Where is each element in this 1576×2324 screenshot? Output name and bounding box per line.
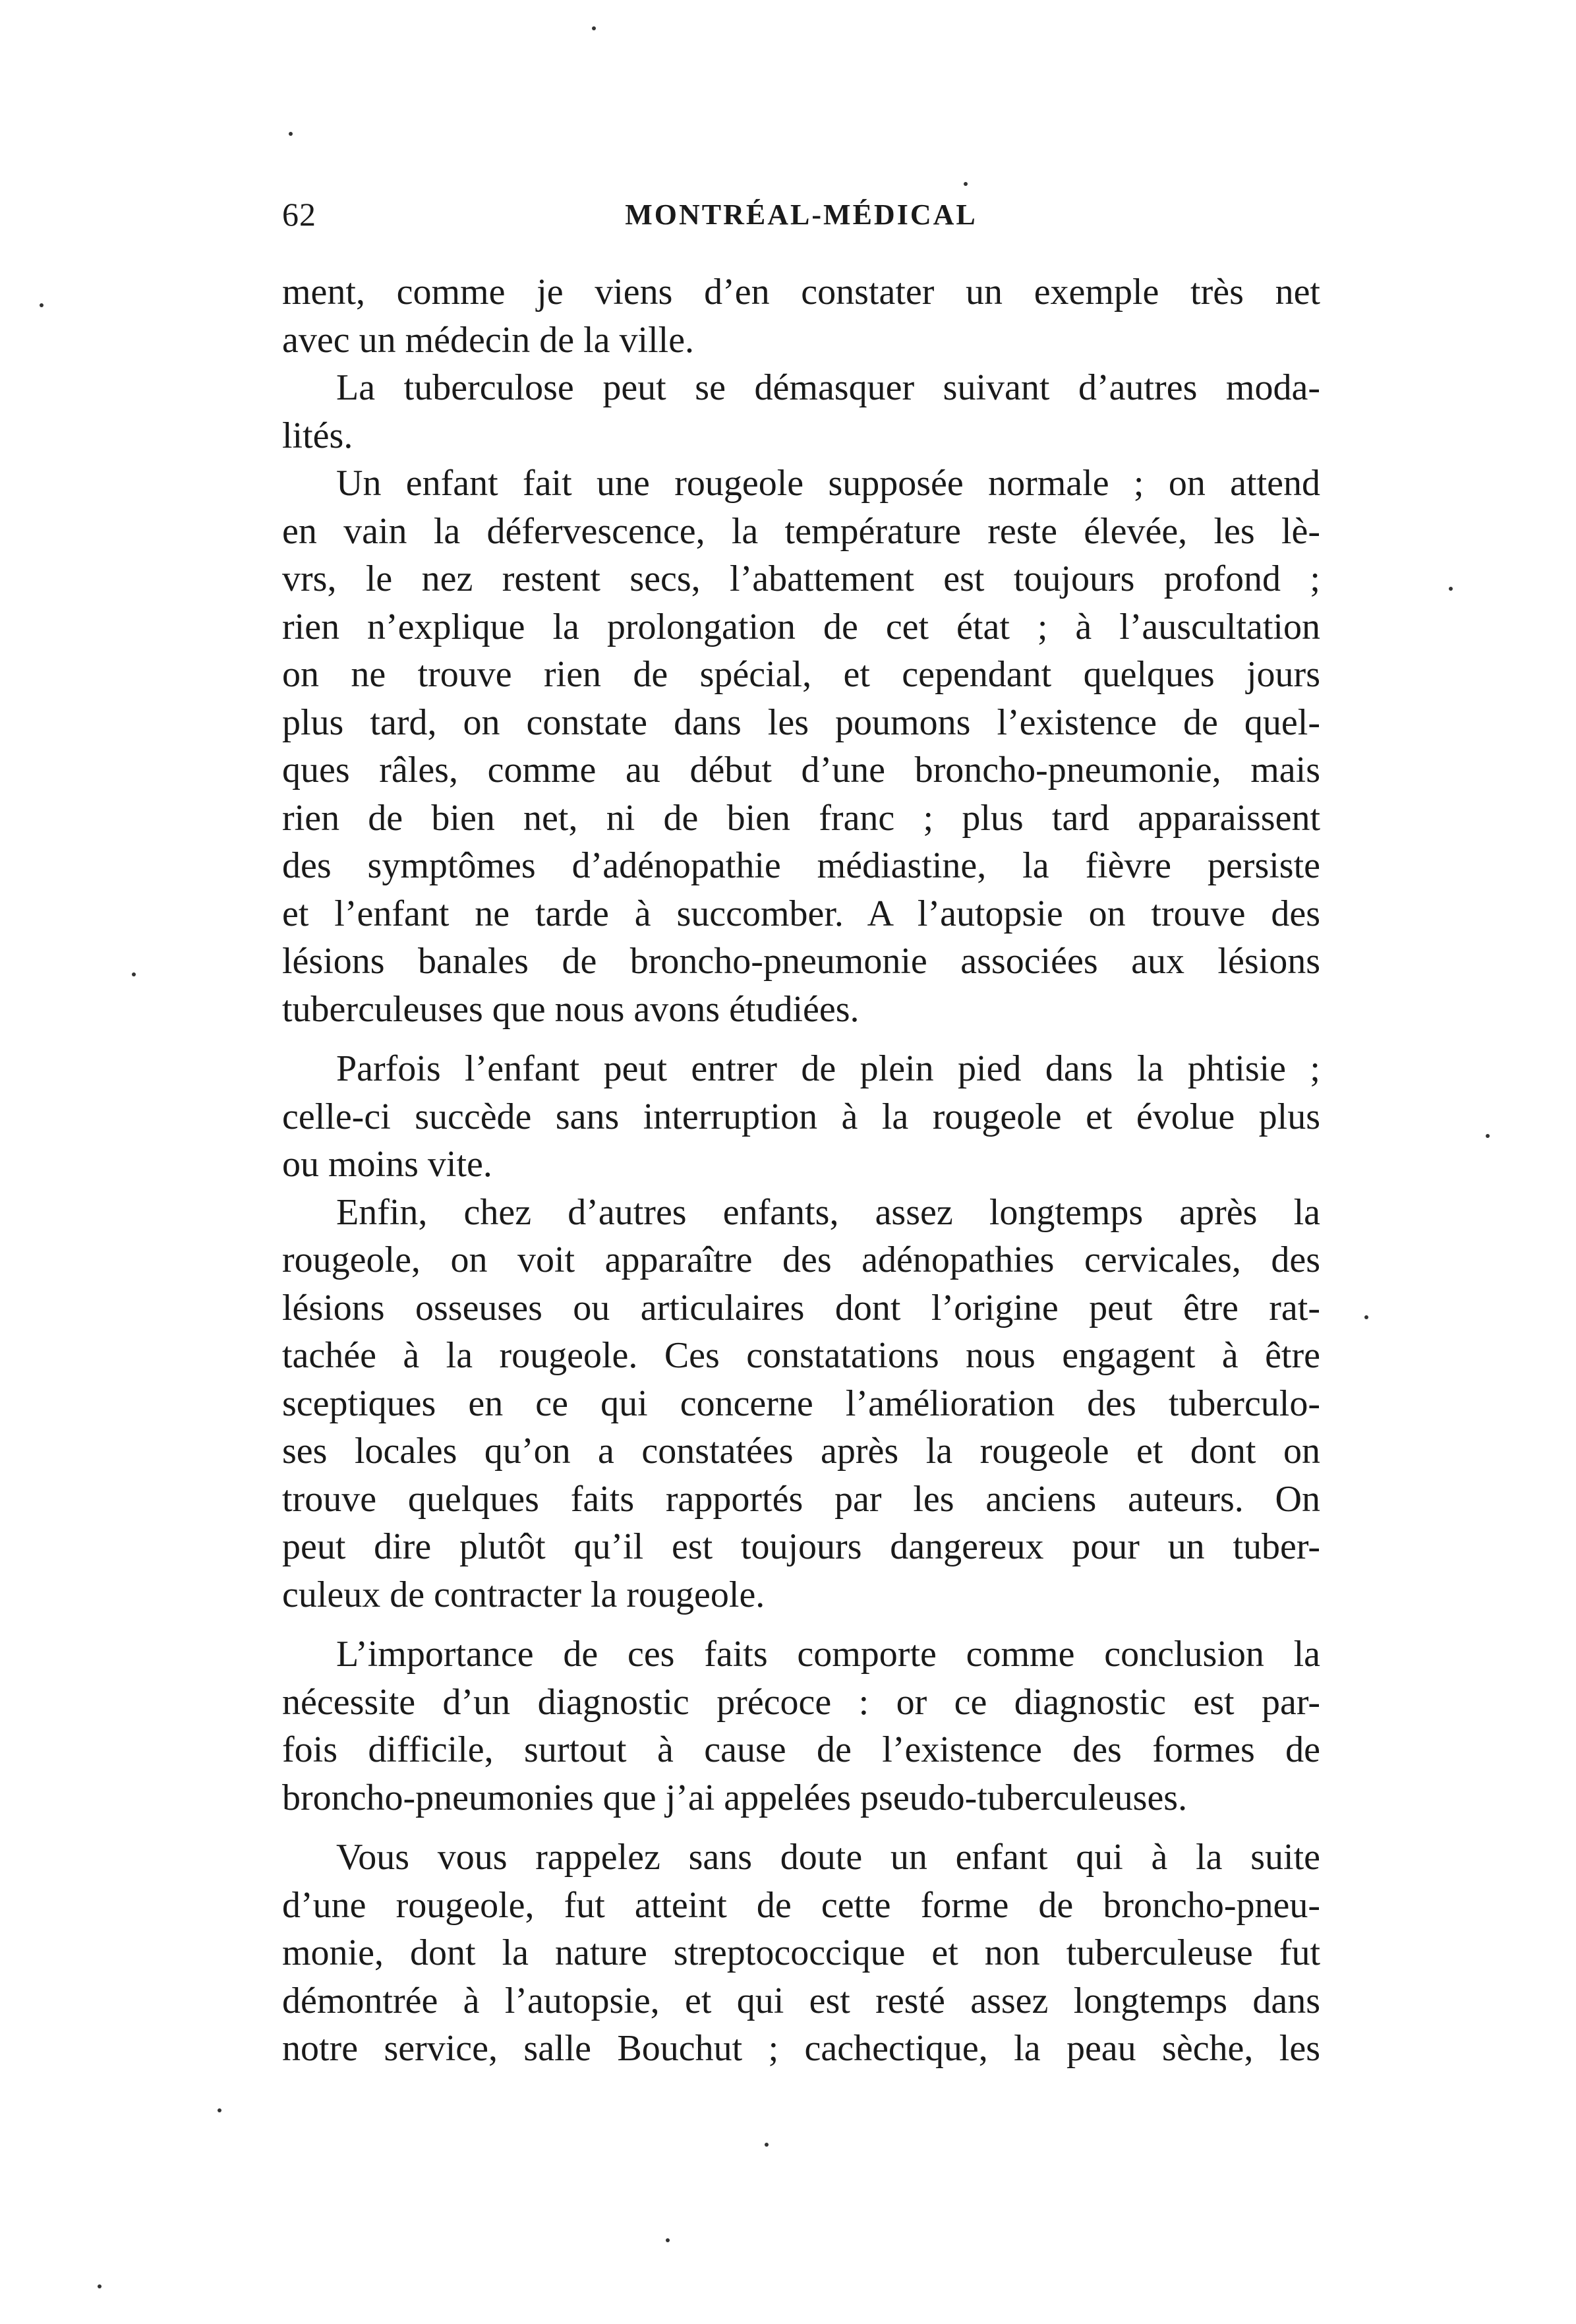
text-line: ques râles, comme au début d’une broncho-pneumonie, mais bbox=[282, 750, 1320, 790]
text-line: rien n’explique la prolongation de cet état ; à l’auscultation bbox=[282, 606, 1320, 647]
scan-speck bbox=[132, 972, 136, 976]
text-line: démontrée à l’autopsie, et qui est resté assez longtemps dans bbox=[282, 1980, 1320, 2021]
text-line: Parfois l’enfant peut entrer de plein pied dans la phtisie ; bbox=[336, 1048, 1320, 1089]
scan-speck bbox=[666, 2238, 670, 2242]
scan-speck bbox=[1449, 587, 1453, 591]
text-line: Vous vous rappelez sans doute un enfant qui à la suite bbox=[336, 1837, 1320, 1878]
text-line: lités. bbox=[282, 415, 353, 456]
text-line: rien de bien net, ni de bien franc ; plus tard apparaissent bbox=[282, 797, 1320, 839]
text-line: ment, comme je viens d’en constater un exemple très net bbox=[282, 272, 1320, 313]
text-line: tachée à la rougeole. Ces constatations nous engagent à être bbox=[282, 1335, 1320, 1376]
body-text bbox=[282, 268, 1320, 2073]
page-header bbox=[282, 186, 1320, 245]
text-line: L’importance de ces faits comporte comme conclusion la bbox=[336, 1634, 1320, 1675]
running-title: MONTRÉAL-MÉDICAL bbox=[625, 198, 978, 231]
text-line: lésions banales de broncho-pneumonie associées aux lésions bbox=[282, 941, 1320, 982]
text-line: trouve quelques faits rapportés par les anciens auteurs. On bbox=[282, 1478, 1320, 1520]
text-line: fois difficile, surtout à cause de l’existence des formes de bbox=[282, 1729, 1320, 1770]
text-line: notre service, salle Bouchut ; cachectique, la peau sèche, les bbox=[282, 2028, 1320, 2069]
text-line: peut dire plutôt qu’il est toujours dangereux pour un tuber- bbox=[282, 1526, 1320, 1567]
text-line: La tuberculose peut se démasquer suivant d’autres moda- bbox=[336, 367, 1320, 408]
text-line: celle-ci succède sans interruption à la rougeole et évolue plus bbox=[282, 1096, 1320, 1137]
text-line: broncho-pneumonies que j’ai appelées pseudo-tuberculeuses. bbox=[282, 1777, 1188, 1818]
text-line: avec un médecin de la ville. bbox=[282, 319, 695, 361]
scan-speck bbox=[218, 2108, 221, 2112]
text-line: vrs, le nez restent secs, l’abattement est toujours profond ; bbox=[282, 558, 1320, 599]
scan-speck bbox=[98, 2284, 102, 2288]
text-line: lésions osseuses ou articulaires dont l’origine peut être rat- bbox=[282, 1287, 1320, 1328]
text-line: et l’enfant ne tarde à succomber. A l’autopsie on trouve des bbox=[282, 893, 1320, 934]
scan-speck bbox=[765, 2143, 769, 2147]
text-line: Un enfant fait une rougeole supposée normale ; on attend bbox=[336, 463, 1320, 504]
scan-speck bbox=[1364, 1315, 1368, 1319]
text-line: on ne trouve rien de spécial, et cependant quelques jours bbox=[282, 654, 1320, 695]
text-line: ses locales qu’on a constatées après la rougeole et dont on bbox=[282, 1431, 1320, 1472]
text-line: culeux de contracter la rougeole. bbox=[282, 1574, 765, 1615]
scan-speck bbox=[289, 132, 293, 136]
text-line: des symptômes d’adénopathie médiastine, la fièvre persiste bbox=[282, 845, 1320, 886]
text-line: sceptiques en ce qui concerne l’amélioration des tuberculo- bbox=[282, 1383, 1320, 1424]
scan-speck bbox=[964, 182, 968, 186]
text-line: plus tard, on constate dans les poumons l’existence de quel- bbox=[282, 701, 1320, 743]
text-line: monie, dont la nature streptococcique et non tuberculeuse fut bbox=[282, 1932, 1320, 1973]
text-line: tuberculeuses que nous avons étudiées. bbox=[282, 988, 860, 1030]
scan-speck bbox=[1486, 1134, 1490, 1138]
scan-speck bbox=[40, 303, 44, 307]
text-line: Enfin, chez d’autres enfants, assez longtemps après la bbox=[336, 1191, 1320, 1233]
scan-speck bbox=[592, 26, 596, 30]
text-line: ou moins vite. bbox=[282, 1144, 492, 1185]
page-number: 62 bbox=[282, 196, 316, 233]
text-line: nécessite d’un diagnostic précoce : or ce diagnostic est par- bbox=[282, 1681, 1320, 1723]
text-line: d’une rougeole, fut atteint de cette forme de broncho-pneu- bbox=[282, 1884, 1320, 1926]
text-line: en vain la défervescence, la température reste élevée, les lè- bbox=[282, 510, 1320, 552]
text-line: rougeole, on voit apparaître des adénopathies cervicales, des bbox=[282, 1239, 1320, 1280]
